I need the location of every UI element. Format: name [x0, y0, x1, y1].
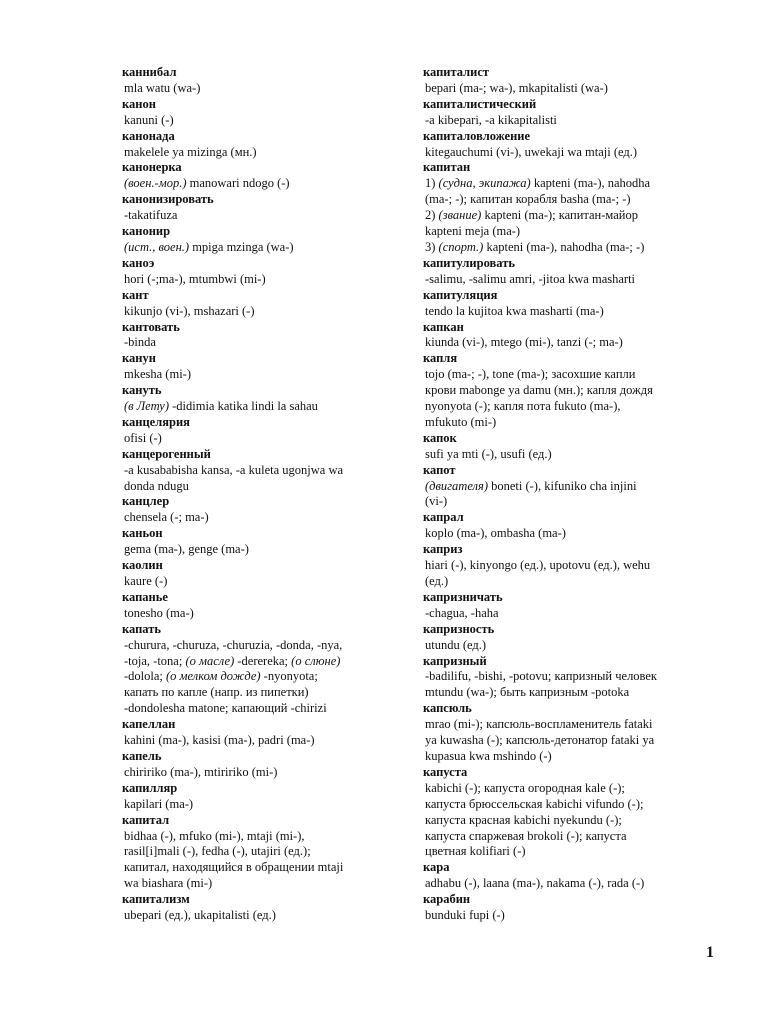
- definition-text: adhabu (-), laana (ma-), nakama (-), rada (-): [425, 876, 645, 891]
- definition-line: [124, 797, 422, 813]
- definition-line: [124, 669, 422, 685]
- dictionary-entry: [122, 526, 422, 558]
- definition-text: kanuni (-): [124, 112, 174, 127]
- usage-label: (ист., воен.): [124, 239, 190, 254]
- dictionary-entry: [122, 494, 422, 526]
- definition-line: [124, 510, 422, 526]
- definition: [122, 463, 422, 495]
- definition-text: chensela (-; ma-): [124, 510, 209, 525]
- definition: [122, 733, 422, 749]
- headword: капитуляция: [423, 287, 498, 302]
- headword: капиталистический: [423, 96, 537, 111]
- usage-label: (спорт.): [438, 239, 484, 254]
- definition-text: (ед.): [425, 574, 449, 588]
- definition-text: hiari (-), kinyongo (ед.), upotovu (ед.), wehu: [425, 558, 651, 573]
- dictionary-entry: [423, 654, 723, 702]
- definition: [122, 908, 422, 924]
- definition-text: tojo (ma-; -), tone (ma-); засохшие капли: [425, 367, 636, 382]
- usage-label: (о слюне): [291, 653, 341, 668]
- definition-line: [425, 908, 723, 924]
- definition: [122, 399, 422, 415]
- definition-text: 1): [425, 176, 439, 191]
- dictionary-entry: [423, 288, 723, 320]
- definition-line: [425, 113, 723, 129]
- definition-text: sufi ya mti (-), usufi (ед.): [425, 446, 552, 461]
- definition-line: [425, 399, 723, 415]
- definition: [122, 510, 422, 526]
- headword: капитал: [122, 812, 170, 827]
- definition-line: [425, 447, 723, 463]
- dictionary-entry: [423, 256, 723, 288]
- definition-line: [425, 797, 723, 813]
- definition: [122, 176, 422, 192]
- headword: капуста: [423, 764, 468, 779]
- definition: [423, 479, 723, 511]
- definition: [423, 781, 723, 861]
- definition-line: [425, 638, 723, 654]
- definition: [423, 876, 723, 892]
- definition: [122, 367, 422, 383]
- definition-text: kapteni (ma-), nahodha: [530, 176, 651, 191]
- dictionary-entry: [423, 351, 723, 431]
- definition-text: manowari ndogo (-): [186, 176, 290, 191]
- definition: [122, 335, 422, 351]
- definition-text: tonesho (ma-): [124, 605, 194, 620]
- headword: каноэ: [122, 255, 155, 270]
- definition-text: kapilari (ma-): [124, 796, 194, 811]
- definition: [122, 797, 422, 813]
- definition-text: makelele ya mizinga (мн.): [124, 144, 257, 159]
- definition: [423, 304, 723, 320]
- definition-text: bidhaa (-), mfuko (mi-), mtaji (mi-),: [124, 828, 305, 843]
- definition: [423, 367, 723, 431]
- definition: [122, 240, 422, 256]
- right-column: [423, 65, 723, 924]
- usage-label: (о мелком дожде): [166, 669, 261, 684]
- definition-line: [425, 415, 723, 431]
- dictionary-entry: [122, 320, 422, 352]
- definition-text: -dolola;: [124, 669, 167, 684]
- definition-text: kapteni (ma-), nahodha (ma-; -): [483, 239, 645, 254]
- definition-line: [124, 367, 422, 383]
- definition-line: [425, 479, 723, 495]
- dictionary-entry: [122, 351, 422, 383]
- usage-label: (звание): [438, 208, 482, 223]
- definition: [122, 829, 422, 893]
- definition-line: [425, 383, 723, 399]
- definition-line: [124, 606, 422, 622]
- dictionary-entry: [423, 701, 723, 765]
- definition: [423, 606, 723, 622]
- definition-line: [124, 574, 422, 590]
- definition-text: gema (ma-), genge (ma-): [124, 542, 249, 557]
- usage-label: (о масле): [185, 653, 235, 668]
- definition-text: цветная kolifiari (-): [425, 844, 526, 859]
- definition-text: nyonyota (-); капля пота fukuto (ma-),: [425, 399, 621, 414]
- definition-line: [425, 685, 723, 701]
- headword: капитан: [423, 160, 471, 175]
- definition-line: [124, 733, 422, 749]
- definition-line: [425, 733, 723, 749]
- dictionary-entry: [122, 415, 422, 447]
- definition: [122, 304, 422, 320]
- definition: [122, 606, 422, 622]
- definition-text: mfukuto (mi-): [425, 414, 497, 429]
- dictionary-entry: [122, 256, 422, 288]
- definition-text: kapteni (ma-); капитан-майор: [481, 208, 638, 223]
- page-number: 1: [706, 944, 714, 961]
- definition: [122, 574, 422, 590]
- headword: капиталовложение: [423, 128, 531, 143]
- headword: канонерка: [122, 160, 182, 175]
- definition-line: [124, 272, 422, 288]
- headword: капиталист: [423, 65, 490, 79]
- definition-text: tendo la kujitoa kwa masharti (ma-): [425, 303, 604, 318]
- definition-line: [124, 81, 422, 97]
- definition: [423, 447, 723, 463]
- definition-text: kahini (ma-), kasisi (ma-), padri (ma-): [124, 733, 315, 748]
- dictionary-entry: [122, 224, 422, 256]
- headword: каолин: [122, 558, 163, 573]
- definition-text: kaure (-): [124, 574, 168, 588]
- definition-text: ofisi (-): [124, 430, 162, 445]
- dictionary-entry: [122, 558, 422, 590]
- headword: канонада: [122, 128, 175, 143]
- definition: [122, 638, 422, 718]
- definition-line: [425, 813, 723, 829]
- definition-text: wa biashara (mi-): [124, 876, 213, 891]
- definition-text: kapteni meja (ma-): [425, 224, 521, 239]
- definition-text: donda ndugu: [124, 478, 189, 493]
- headword: карабин: [423, 892, 471, 907]
- dictionary-entry: [122, 383, 422, 415]
- definition-text: bunduki fupi (-): [425, 908, 505, 923]
- definition: [423, 81, 723, 97]
- definition-line: [124, 685, 422, 701]
- dictionary-entry: [423, 463, 723, 511]
- dictionary-entry: [122, 717, 422, 749]
- definition: [122, 81, 422, 97]
- definition-text: капать по капле (напр. из пипетки): [124, 685, 309, 700]
- headword: капать: [122, 621, 161, 636]
- definition-text: kupasua kwa mshindo (-): [425, 748, 552, 763]
- headword: капкан: [423, 319, 464, 334]
- definition-text: -dondolesha matone; капающий -chirizi: [124, 701, 327, 716]
- dictionary-entry: [122, 97, 422, 129]
- headword: канонизировать: [122, 192, 214, 207]
- headword: капанье: [122, 589, 168, 604]
- usage-label: (судна, экипажа): [438, 176, 531, 191]
- definition-line: [124, 176, 422, 192]
- definition-line: [425, 844, 723, 860]
- definition-line: [124, 479, 422, 495]
- dictionary-entry: [423, 431, 723, 463]
- definition: [122, 765, 422, 781]
- definition-text: -salimu, -salimu amri, -jitoa kwa masharti: [425, 271, 636, 286]
- definition-line: [425, 367, 723, 383]
- headword: капеллан: [122, 717, 176, 732]
- dictionary-entry: [122, 749, 422, 781]
- definition-text: (vi-): [425, 494, 448, 509]
- definition-text: -binda: [124, 335, 156, 350]
- definition: [423, 717, 723, 765]
- definition-text: kabichi (-); капуста огородная kale (-);: [425, 780, 625, 795]
- dictionary-entry: [122, 892, 422, 924]
- headword: каприз: [423, 542, 463, 557]
- definition-line: [124, 542, 422, 558]
- definition: [423, 335, 723, 351]
- definition-line: [124, 463, 422, 479]
- definition-text: kiunda (vi-), mtego (mi-), tanzi (-; ma-): [425, 335, 623, 350]
- definition: [423, 272, 723, 288]
- headword: каннибал: [122, 65, 177, 79]
- headword: кантовать: [122, 319, 180, 334]
- left-column: [122, 65, 422, 924]
- dictionary-entry: [423, 129, 723, 161]
- dictionary-entry: [122, 129, 422, 161]
- definition-line: [425, 717, 723, 733]
- definition-text: kitegauchumi (vi-), uwekaji wa mtaji (ед.): [425, 144, 638, 159]
- definition-line: [425, 304, 723, 320]
- dictionary-entry: [423, 860, 723, 892]
- headword: капризность: [423, 621, 495, 636]
- definition-line: [425, 606, 723, 622]
- dictionary-entry: [122, 192, 422, 224]
- definition-line: [425, 145, 723, 161]
- headword: канцерогенный: [122, 446, 211, 461]
- dictionary-entry: [423, 892, 723, 924]
- definition: [122, 145, 422, 161]
- headword: капилляр: [122, 780, 178, 795]
- definition-text: капуста спаржевая brokoli (-); капуста: [425, 828, 627, 843]
- dictionary-entry: [423, 510, 723, 542]
- definition: [423, 526, 723, 542]
- definition-line: [425, 876, 723, 892]
- definition-line: [425, 494, 723, 510]
- definition-line: [425, 81, 723, 97]
- headword: капитализм: [122, 892, 190, 907]
- definition-text: (ma-; -); капитан корабля basha (ma-; -): [425, 192, 631, 207]
- headword: капсюль: [423, 701, 472, 716]
- definition-text: капуста брюссельская kabichi vifundo (-);: [425, 796, 644, 811]
- definition: [122, 431, 422, 447]
- definition-line: [425, 558, 723, 574]
- definition-text: -toja, -tona;: [124, 653, 186, 668]
- definition-line: [425, 781, 723, 797]
- definition: [122, 272, 422, 288]
- definition-line: [124, 638, 422, 654]
- headword: канонир: [122, 224, 171, 239]
- definition: [423, 669, 723, 701]
- headword: капрал: [423, 510, 464, 525]
- definition-text: 2): [425, 208, 439, 223]
- definition-text: koplo (ma-), ombasha (ma-): [425, 526, 566, 541]
- dictionary-entry: [423, 765, 723, 860]
- definition-text: utundu (ед.): [425, 637, 487, 652]
- definition: [423, 113, 723, 129]
- definition-text: -churura, -churuza, -churuzia, -donda, -nya,: [124, 637, 343, 652]
- headword: капля: [423, 351, 458, 366]
- dictionary-entry: [423, 590, 723, 622]
- definition-line: [425, 669, 723, 685]
- headword: канон: [122, 96, 156, 111]
- definition: [423, 908, 723, 924]
- headword: капок: [423, 430, 457, 445]
- definition-text: -chagua, -haha: [425, 605, 499, 620]
- dictionary-entry: [122, 813, 422, 893]
- definition-text: bepari (ma-; wa-), mkapitalisti (wa-): [425, 80, 608, 95]
- definition-line: [124, 908, 422, 924]
- definition-text: rasil[i]mali (-), fedha (-), utajiri (ед.);: [124, 844, 311, 859]
- definition-text: капуста красная kabichi nyekundu (-);: [425, 812, 622, 827]
- definition-text: -a kusababisha kansa, -a kuleta ugonjwa wa: [124, 462, 344, 477]
- definition-text: boneti (-), kifuniko cha injini: [487, 478, 637, 493]
- usage-label: (воен.-мор.): [124, 176, 187, 191]
- dictionary-entry: [122, 288, 422, 320]
- definition-line: [425, 749, 723, 765]
- dictionary-entry: [122, 590, 422, 622]
- usage-label: (двигателя): [425, 478, 488, 493]
- definition-text: kikunjo (vi-), mshazari (-): [124, 303, 255, 318]
- definition: [122, 113, 422, 129]
- definition-text: hori (-;ma-), mtumbwi (mi-): [124, 271, 266, 286]
- headword: капризный: [423, 653, 487, 668]
- definition-line: [425, 224, 723, 240]
- definition-line: [124, 335, 422, 351]
- definition-line: [425, 272, 723, 288]
- headword: кара: [423, 860, 450, 875]
- definition-line: [124, 145, 422, 161]
- headword: кануть: [122, 383, 162, 398]
- definition-text: капитал, находящийся в обращении mtaji: [124, 860, 344, 875]
- definition-line: [124, 829, 422, 845]
- definition-text: ya kuwasha (-); капсюль-детонатор fataki ya: [425, 733, 655, 748]
- dictionary-entry: [122, 447, 422, 495]
- definition-line: [124, 304, 422, 320]
- headword: капризничать: [423, 589, 503, 604]
- usage-label: (в Лету): [124, 399, 169, 414]
- definition-text: mla watu (wa-): [124, 80, 201, 95]
- definition-line: [425, 240, 723, 256]
- definition-line: [425, 176, 723, 192]
- dictionary-entry: [122, 781, 422, 813]
- definition-line: [425, 829, 723, 845]
- definition-line: [124, 860, 422, 876]
- dictionary-entry: [423, 97, 723, 129]
- definition-line: [425, 208, 723, 224]
- dictionary-entry: [423, 65, 723, 97]
- definition: [423, 638, 723, 654]
- headword: капитулировать: [423, 255, 515, 270]
- definition-line: [124, 654, 422, 670]
- dictionary-entry: [122, 65, 422, 97]
- definition: [423, 176, 723, 256]
- definition-text: mtundu (wa-); быть капризным -potoka: [425, 685, 630, 700]
- definition-text: -didimia katika lindi la sahau: [169, 399, 318, 414]
- dictionary-entry: [423, 622, 723, 654]
- definition-line: [124, 844, 422, 860]
- headword: канцелярия: [122, 414, 190, 429]
- dictionary-entry: [423, 320, 723, 352]
- definition-line: [124, 399, 422, 415]
- definition-text: mpiga mzinga (wa-): [189, 239, 294, 254]
- definition-line: [124, 701, 422, 717]
- definition-line: [425, 526, 723, 542]
- dictionary-entry: [423, 160, 723, 255]
- definition-text: mkesha (mi-): [124, 367, 191, 382]
- headword: канцлер: [122, 494, 170, 509]
- definition: [423, 145, 723, 161]
- definition-line: [425, 574, 723, 590]
- definition-line: [425, 335, 723, 351]
- definition-line: [425, 192, 723, 208]
- headword: кант: [122, 287, 149, 302]
- definition-text: -takatifuza: [124, 208, 178, 223]
- definition: [122, 542, 422, 558]
- definition-text: mrao (mi-); капсюль-воспламенитель fataki: [425, 717, 653, 732]
- definition-text: крови mabonge ya damu (мн.); капля дождя: [425, 383, 653, 398]
- definition: [122, 208, 422, 224]
- headword: канун: [122, 351, 156, 366]
- definition-text: -badilifu, -bishi, -potovu; капризный человек: [425, 669, 658, 684]
- dictionary-entry: [122, 160, 422, 192]
- definition-text: chiririko (ma-), mtiririko (mi-): [124, 764, 278, 779]
- dictionary-entry: [122, 622, 422, 717]
- definition-line: [124, 431, 422, 447]
- dictionary-entry: [423, 542, 723, 590]
- definition-text: -a kibepari, -a kikapitalisti: [425, 112, 557, 127]
- definition-line: [124, 113, 422, 129]
- definition-line: [124, 208, 422, 224]
- definition-text: 3): [425, 239, 439, 254]
- definition-text: -derereka;: [234, 653, 292, 668]
- definition-line: [124, 240, 422, 256]
- definition-line: [124, 876, 422, 892]
- definition: [423, 558, 723, 590]
- headword: капот: [423, 462, 456, 477]
- definition-text: -nyonyota;: [260, 669, 318, 684]
- definition-text: ubepari (ед.), ukapitalisti (ед.): [124, 908, 276, 923]
- definition-line: [124, 765, 422, 781]
- headword: капель: [122, 748, 162, 763]
- headword: каньон: [122, 526, 163, 541]
